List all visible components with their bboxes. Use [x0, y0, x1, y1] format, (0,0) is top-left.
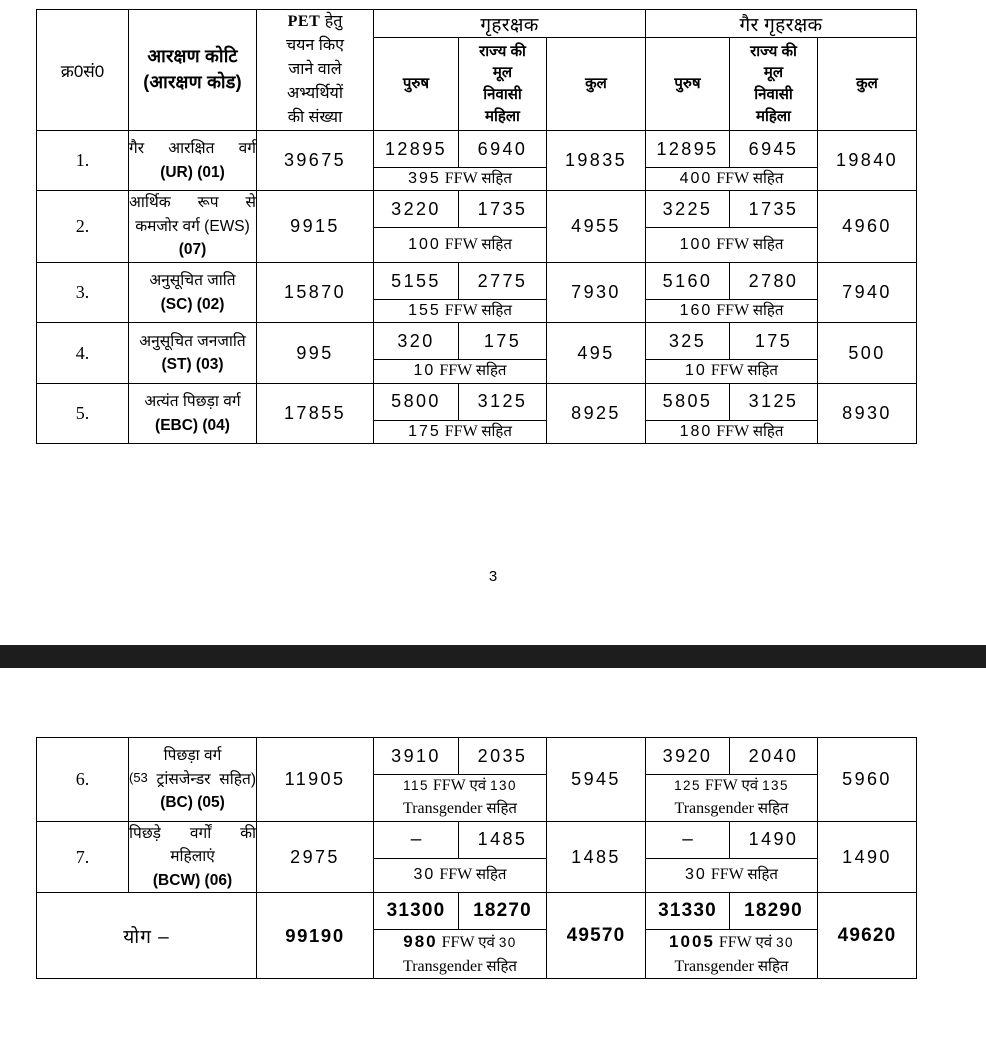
row-hg-ffw-note: 100 FFW सहित	[374, 228, 547, 263]
row-hg-female: 1735	[459, 191, 547, 228]
row-serial: 6.	[37, 738, 129, 822]
row-category-line1: पिछड़े वर्गों की	[129, 824, 256, 842]
row-serial: 4.	[37, 323, 129, 383]
row-category	[129, 383, 257, 443]
row-serial: 3.	[37, 263, 129, 323]
row-category-code: (ST) (03)	[161, 356, 224, 374]
row-category-line2: महिलाएं	[170, 848, 215, 866]
row-category-line1: आर्थिक रूप से	[129, 194, 256, 212]
row-hg-female: 6940	[459, 131, 547, 168]
row-category-code: (BC) (05)	[160, 794, 225, 812]
table-row	[37, 821, 917, 858]
row-serial: 7.	[37, 821, 129, 893]
total-nhg-female: 18290	[730, 893, 818, 930]
table-header-row-top	[37, 10, 917, 38]
row-category	[129, 263, 257, 323]
header-pet-candidate-count	[257, 10, 374, 131]
reservation-table-part-1	[36, 9, 917, 444]
header-pet-line5: की संख्या	[287, 109, 343, 126]
row-nhg-total: 500	[818, 323, 917, 383]
row-category-line2: कमजोर वर्ग (EWS)	[135, 217, 250, 235]
row-hg-male: 3910	[374, 738, 459, 775]
row-nhg-ffw-note: 30 FFW सहित	[646, 858, 818, 893]
header-category-line1: आरक्षण कोटि	[147, 46, 238, 67]
row-hg-ffw-note: 30 FFW सहित	[374, 858, 547, 893]
row-nhg-ffw-note: 400 FFW सहित	[646, 168, 818, 191]
row-hg-ffw-note: 175 FFW सहित	[374, 420, 547, 443]
total-hg-male: 31300	[374, 893, 459, 930]
row-pet-count: 39675	[257, 131, 374, 191]
table-row	[37, 738, 917, 775]
row-nhg-male: 5160	[646, 263, 730, 300]
row-hg-male: 3220	[374, 191, 459, 228]
row-nhg-ffw-note: 10 FFW सहित	[646, 360, 818, 383]
row-nhg-male: –	[646, 821, 730, 858]
header-reservation-category	[129, 10, 257, 131]
row-category	[129, 323, 257, 383]
header-group-home-guard: गृहरक्षक	[374, 10, 646, 38]
header-pet-line2: चयन किए	[285, 37, 345, 54]
row-nhg-total: 1490	[818, 821, 917, 893]
page-number: 3	[488, 568, 498, 585]
row-hg-female: 2775	[459, 263, 547, 300]
table-row	[37, 323, 917, 360]
row-hg-total: 1485	[547, 821, 646, 893]
row-hg-male: 5800	[374, 383, 459, 420]
total-pet-count: 99190	[257, 893, 374, 979]
row-nhg-male: 3225	[646, 191, 730, 228]
row-hg-total: 19835	[547, 131, 646, 191]
row-hg-total: 495	[547, 323, 646, 383]
row-category	[129, 191, 257, 263]
row-nhg-female: 1735	[730, 191, 818, 228]
total-hg-female: 18270	[459, 893, 547, 930]
row-nhg-total: 8930	[818, 383, 917, 443]
row-category-line1: पिछड़ा वर्ग	[163, 747, 222, 765]
row-category	[129, 821, 257, 893]
total-nhg-ffw-transgender-note: 1005 FFW एवं 30 Transgender सहित	[646, 930, 818, 979]
row-nhg-male: 3920	[646, 738, 730, 775]
row-nhg-total: 7940	[818, 263, 917, 323]
row-hg-female: 1485	[459, 821, 547, 858]
row-nhg-male: 12895	[646, 131, 730, 168]
table-row	[37, 383, 917, 420]
row-hg-ffw-note: 10 FFW सहित	[374, 360, 547, 383]
row-hg-male: 12895	[374, 131, 459, 168]
table-row	[37, 263, 917, 300]
row-hg-ffw-note: 155 FFW सहित	[374, 300, 547, 323]
row-serial: 5.	[37, 383, 129, 443]
row-hg-ffw-note: 395 FFW सहित	[374, 168, 547, 191]
row-category-code: (UR) (01)	[160, 163, 225, 181]
row-hg-total: 5945	[547, 738, 646, 822]
row-category-code: (EBC) (04)	[155, 416, 230, 434]
row-category-code: (07)	[178, 241, 207, 259]
row-pet-count: 9915	[257, 191, 374, 263]
row-pet-count: 995	[257, 323, 374, 383]
header-nhg-male: पुरुष	[646, 38, 730, 131]
row-hg-total: 4955	[547, 191, 646, 263]
row-nhg-female: 2040	[730, 738, 818, 775]
row-nhg-total: 19840	[818, 131, 917, 191]
row-nhg-total: 4960	[818, 191, 917, 263]
row-pet-count: 15870	[257, 263, 374, 323]
total-row-label: योग –	[37, 893, 257, 979]
header-hg-male: पुरुष	[374, 38, 459, 131]
header-nhg-female: राज्य की मूल निवासी महिला	[730, 38, 818, 131]
row-hg-female: 175	[459, 323, 547, 360]
total-nhg-total: 49620	[818, 893, 917, 979]
row-pet-count: 11905	[257, 738, 374, 822]
table-total-row	[37, 893, 917, 930]
total-hg-ffw-transgender-note: 980 FFW एवं 30 Transgender सहित	[374, 930, 547, 979]
header-group-non-home-guard: गैर गृहरक्षक	[646, 10, 917, 38]
row-category-code: (SC) (02)	[160, 295, 225, 313]
row-nhg-male: 5805	[646, 383, 730, 420]
row-hg-female: 3125	[459, 383, 547, 420]
header-pet-line4: अभ्यर्थियों	[287, 85, 343, 102]
row-hg-female: 2035	[459, 738, 547, 775]
row-nhg-total: 5960	[818, 738, 917, 822]
header-pet-line3: जाने वाले	[288, 61, 342, 78]
row-serial: 2.	[37, 191, 129, 263]
header-pet-hetu: हेतु	[324, 13, 343, 30]
row-hg-male: –	[374, 821, 459, 858]
row-hg-male: 320	[374, 323, 459, 360]
header-hg-total: कुल	[547, 38, 646, 131]
row-nhg-ffw-transgender-note: 125 FFW एवं 135 Transgender सहित	[646, 775, 818, 822]
row-nhg-female: 6945	[730, 131, 818, 168]
row-hg-total: 7930	[547, 263, 646, 323]
row-category	[129, 738, 257, 822]
page-separator-bar	[0, 645, 986, 668]
row-nhg-female: 175	[730, 323, 818, 360]
row-category-line1: अत्यंत पिछड़ा वर्ग	[144, 392, 241, 410]
header-nhg-total: कुल	[818, 38, 917, 131]
header-pet-line1	[257, 10, 373, 34]
row-category-line1: अनुसूचित जाति	[149, 272, 236, 290]
row-hg-ffw-transgender-note: 115 FFW एवं 130 Transgender सहित	[374, 775, 547, 822]
row-nhg-male: 325	[646, 323, 730, 360]
row-hg-male: 5155	[374, 263, 459, 300]
table-row	[37, 191, 917, 228]
total-nhg-male: 31330	[646, 893, 730, 930]
row-pet-count: 17855	[257, 383, 374, 443]
row-category-code: (BCW) (06)	[152, 871, 233, 889]
total-hg-total: 49570	[547, 893, 646, 979]
row-pet-count: 2975	[257, 821, 374, 893]
header-pet-latin: PET	[287, 13, 321, 30]
row-nhg-female: 2780	[730, 263, 818, 300]
row-nhg-ffw-note: 160 FFW सहित	[646, 300, 818, 323]
row-nhg-ffw-note: 180 FFW सहित	[646, 420, 818, 443]
row-hg-total: 8925	[547, 383, 646, 443]
header-category-line2: (आरक्षण कोड)	[143, 72, 242, 92]
header-serial-number: क्र0सं0	[37, 10, 129, 131]
row-category-line2: (53 ट्रांसजेन्डर सहित)	[129, 769, 256, 788]
table-row	[37, 131, 917, 168]
row-category-line1: गैर आरक्षित वर्ग	[129, 140, 256, 158]
reservation-table-part-2	[36, 737, 917, 979]
row-nhg-female: 1490	[730, 821, 818, 858]
row-category-line1: अनुसूचित जनजाति	[139, 332, 246, 350]
row-nhg-female: 3125	[730, 383, 818, 420]
header-hg-female: राज्य की मूल निवासी महिला	[459, 38, 547, 131]
row-category	[129, 131, 257, 191]
row-nhg-ffw-note: 100 FFW सहित	[646, 228, 818, 263]
row-serial: 1.	[37, 131, 129, 191]
